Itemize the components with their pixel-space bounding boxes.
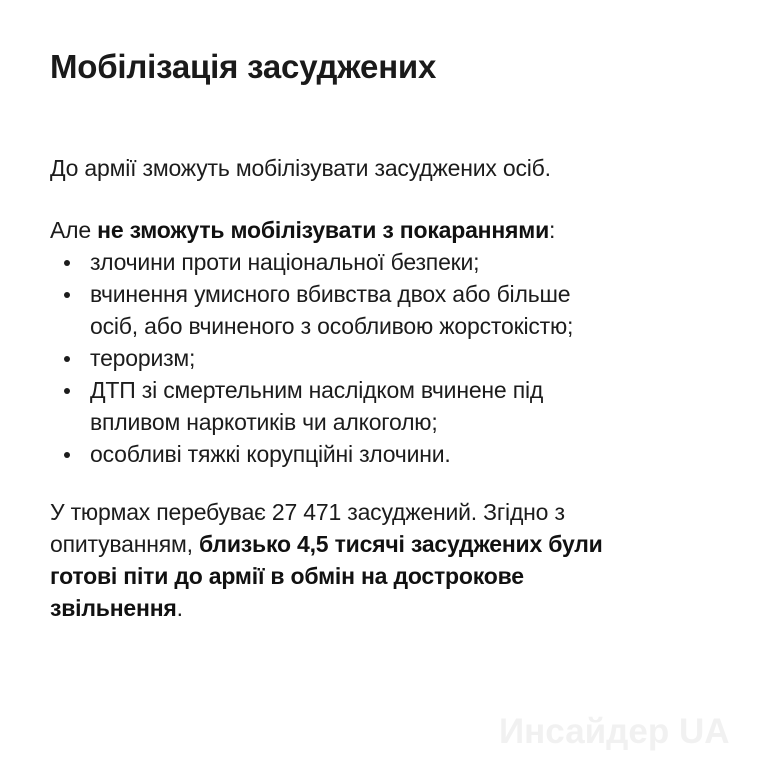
exceptions-list xyxy=(50,246,573,470)
bullet-icon xyxy=(64,260,70,266)
list-item-text: злочини проти національної безпеки; xyxy=(90,249,480,275)
lead-prefix: Але xyxy=(50,217,98,243)
list-item-text: вчинення умисного вбивства двох або більше xyxy=(90,281,571,307)
closing-paragraph xyxy=(50,496,603,624)
intro-paragraph: До армії зможуть мобілізувати засуджених осіб. xyxy=(50,155,551,181)
list-item-text: ДТП зі смертельним наслідком вчинене під xyxy=(90,377,544,403)
list-item xyxy=(50,342,573,374)
closing-bold: готові піти до армії в обмін на дострокове xyxy=(50,563,524,589)
list-item-text: тероризм; xyxy=(90,345,196,371)
list-item-text: впливом наркотиків чи алкоголю; xyxy=(90,409,438,435)
list-item-text: особливі тяжкі корупційні злочини. xyxy=(90,441,451,467)
closing-line xyxy=(50,528,603,560)
bullet-icon xyxy=(64,292,70,298)
list-item xyxy=(50,374,573,438)
bullet-icon xyxy=(64,452,70,458)
closing-text: . xyxy=(176,595,183,621)
bullet-icon xyxy=(64,388,70,394)
closing-bold: близько 4,5 тисячі засуджених були xyxy=(199,531,603,557)
closing-line xyxy=(50,560,603,592)
page-title: Мобілізація засуджених xyxy=(50,48,437,85)
lead-bold: не зможуть мобілізувати з покараннями xyxy=(97,217,550,243)
list-item xyxy=(50,438,573,470)
closing-text: опитуванням, xyxy=(50,531,199,557)
bullet-icon xyxy=(64,356,70,362)
closing-line: У тюрмах перебуває 27 471 засуджений. Згідно з xyxy=(50,499,565,525)
list-item-text: осіб, або вчиненого з особливою жорстокістю; xyxy=(90,313,574,339)
list-item xyxy=(50,278,573,342)
lead-suffix: : xyxy=(549,217,556,243)
closing-line xyxy=(50,592,603,624)
list-item xyxy=(50,246,573,278)
closing-bold: звільнення xyxy=(50,595,177,621)
exceptions-lead xyxy=(50,214,555,246)
watermark-logo: Инсайдер UA xyxy=(499,712,730,751)
